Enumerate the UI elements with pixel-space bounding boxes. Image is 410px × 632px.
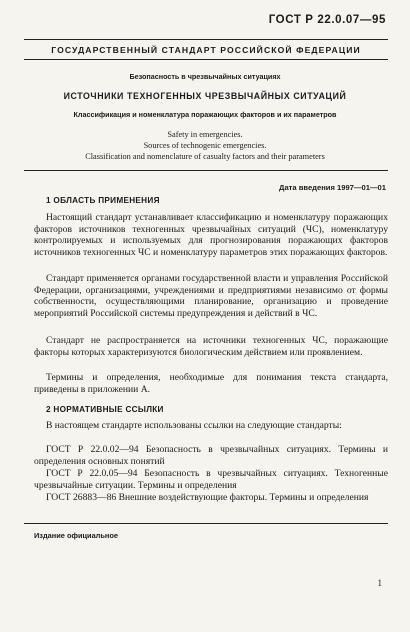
title-english-line-3: Classification and nomenclature of casualty factors and their parameters [85,152,325,161]
section-2-heading: 2 НОРМАТИВНЫЕ ССЫЛКИ [46,405,164,414]
section-1-paragraph-4: Термины и определения, необходимые для понимания текста стандарта, приведены в приложении А. [34,372,388,395]
header-rule-top [24,39,388,40]
title-english-line-2: Sources of technogenic emergencies. [143,141,267,150]
edition-label: Издание официальное [34,531,119,540]
section-1-heading: 1 ОБЛАСТЬ ПРИМЕНЕНИЯ [46,196,160,205]
header-rule-bottom [24,59,388,60]
title-rule [24,170,388,171]
gost-code: ГОСТ Р 22.0.07—95 [268,14,386,26]
section-2-reference-2: ГОСТ Р 22.0.05—94 Безопасность в чрезвычайных ситуациях. Техногенные чрезвычайные ситуации. Термины и определения [34,468,388,491]
organization-title: ГОСУДАРСТВЕННЫЙ СТАНДАРТ РОССИЙСКОЙ ФЕДЕРАЦИИ [51,45,361,55]
title-english-line-1: Safety in emergencies. [167,130,243,139]
page-number: 1 [377,578,382,588]
title-subtitle: Классификация и номенклатура поражающих факторов и их параметров [73,110,337,119]
effective-date: Дата введения 1997—01—01 [279,183,386,192]
section-2-reference-3: ГОСТ 26883—86 Внешние воздействующие факторы. Термины и определения [46,492,369,503]
section-2-paragraph-1: В настоящем стандарте использованы ссылки на следующие стандарты: [46,420,342,431]
title-main: ИСТОЧНИКИ ТЕХНОГЕННЫХ ЧРЕЗВЫЧАЙНЫХ СИТУАЦИЙ [63,91,347,101]
section-1-paragraph-1: Настоящий стандарт устанавливает классификацию и номенклатуру поражающих факторов источников техногенных чрезвычайных ситуаций (ЧС), номенклатуру контролируемых и используемых для прогнозирования поражающих факторов источников техногенных ЧС и номенклатуру параметров этих поражающих факторов. [34,212,388,258]
title-series: Безопасность в чрезвычайных ситуациях [129,72,281,81]
section-1-paragraph-2: Стандарт применяется органами государственной власти и управления Российской Федерации, организациями, учреждениями и предприятиями независимо от формы собственности, осуществляющими планирование, организацию и проведение мероприятий Российской системы предупреждения и действий в ЧС. [34,273,388,319]
section-1-paragraph-3: Стандарт не распространяется на источники техногенных ЧС, поражающие факторы которых характеризуются биологическим действием или проявлением. [34,335,388,358]
section-2-reference-1: ГОСТ Р 22.0.02—94 Безопасность в чрезвычайных ситуациях. Термины и определения основных понятий [34,444,388,467]
footer-rule [24,523,388,524]
